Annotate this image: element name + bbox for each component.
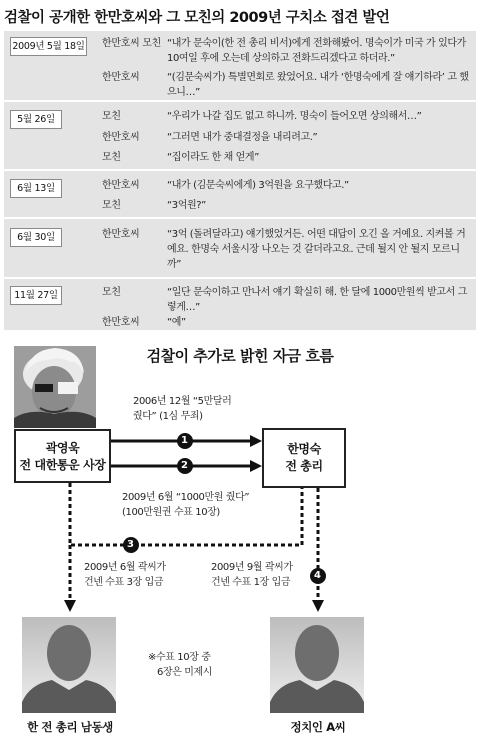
- step-3-number: 3: [127, 539, 134, 550]
- arrow-4-label: 2009년 9월 곽씨가: [211, 562, 293, 573]
- date-badge: 5월 26일: [10, 110, 62, 129]
- arrow-4-label: 건넨 수표 1장 입금: [211, 577, 291, 588]
- kwak-name: 곽영욱: [45, 441, 80, 455]
- arrow-1-label: 2006년 12월 “5만달러: [133, 396, 232, 407]
- speaker-label: 한만호씨: [102, 317, 140, 328]
- quote-text: “(김문숙씨가) 특별면회로 왔었어요. 내가 ‘한명숙에게 잘 얘기하라’ 고 했으니…”: [167, 72, 469, 98]
- han-title: 전 총리: [285, 459, 323, 473]
- speaker-label: 한만호씨: [102, 132, 140, 143]
- note-text: 6장은 미제시: [157, 667, 213, 678]
- kwak-title: 전 대한통운 사장: [19, 458, 106, 472]
- speaker-label: 모친: [102, 111, 121, 122]
- quote-text: “3억 (돌려달라고) 얘기했었거든. 어떤 대답이 오긴 올 거예요. 지켜볼 거예요. 한명숙 서울시장 나오는 것 갈더라고요. 근데 될지 안 될지 모르니까”: [167, 229, 466, 270]
- step-1-number: 1: [181, 435, 188, 446]
- quote-text: “우리가 나갈 집도 없고 하니까. 명숙이 들어오면 상의해서…”: [167, 111, 422, 122]
- quote-text: “내가 (김문숙씨에게) 3억원을 요구했다고.”: [167, 180, 349, 191]
- quote-text: “일단 문숙이하고 만나서 얘기 확실히 해. 한 달에 1000만원씩 받고서 그렇게…”: [167, 287, 467, 313]
- speaker-label: 모친: [102, 152, 121, 163]
- han-node: [262, 428, 346, 488]
- person-silhouette-left-icon: [22, 617, 116, 713]
- speaker-label: 한만호씨: [102, 72, 140, 83]
- arrow-1-label: 줬다” (1심 무죄): [133, 411, 203, 422]
- flow-title: 검찰이 추가로 밝힌 자금 흐름: [146, 347, 334, 365]
- quote-text: “집이라도 한 채 얻게”: [167, 152, 259, 163]
- han-name: 한명숙: [287, 442, 321, 456]
- date-badge: 6월 30일: [10, 228, 62, 247]
- person-silhouette-right-icon: [270, 617, 364, 713]
- date-badge: 2009년 5월 18일: [10, 37, 87, 56]
- arrow-2-label: (100만원권 수표 10장): [122, 507, 220, 518]
- speaker-label: 한만호씨: [102, 229, 140, 240]
- date-badge: 6월 13일: [10, 179, 62, 198]
- arrow-3-label: 건넨 수표 3장 입금: [84, 577, 164, 588]
- kwak-portrait-icon: [14, 346, 96, 428]
- quote-text: “예”: [167, 317, 186, 328]
- page-title: 검찰이 공개한 한만호씨와 그 모친의 2009년 구치소 접견 발언: [4, 10, 390, 26]
- person-right-label: 정치인 A씨: [290, 720, 346, 734]
- quote-text: “내가 문숙이(한 전 총리 비서)에게 전화해봤어. 명숙이가 미국 가 있다가 10여일 후에 오는데 상의하고 전화드리겠다고 하더라.”: [167, 38, 466, 64]
- speaker-label: 한만호씨: [102, 180, 140, 191]
- speaker-label: 모친: [102, 287, 121, 298]
- quote-text: “3억원?”: [167, 200, 206, 211]
- kwak-node: [14, 429, 111, 483]
- speaker-label: 모친: [102, 200, 121, 211]
- arrow-3-label: 2009년 6월 곽씨가: [84, 562, 166, 573]
- step-4-number: 4: [314, 570, 321, 581]
- speaker-label: 한만호씨 모친: [102, 38, 162, 49]
- step-2-number: 2: [181, 460, 188, 471]
- note-text: ※수표 10장 중: [148, 652, 211, 663]
- person-left-label: 한 전 총리 남동생: [27, 720, 113, 734]
- quote-text: “그러면 내가 중대결정을 내리려고.”: [167, 132, 318, 143]
- date-badge: 11월 27일: [10, 286, 62, 305]
- arrow-2-label: 2009년 6월 “1000만원 줬다”: [122, 492, 250, 503]
